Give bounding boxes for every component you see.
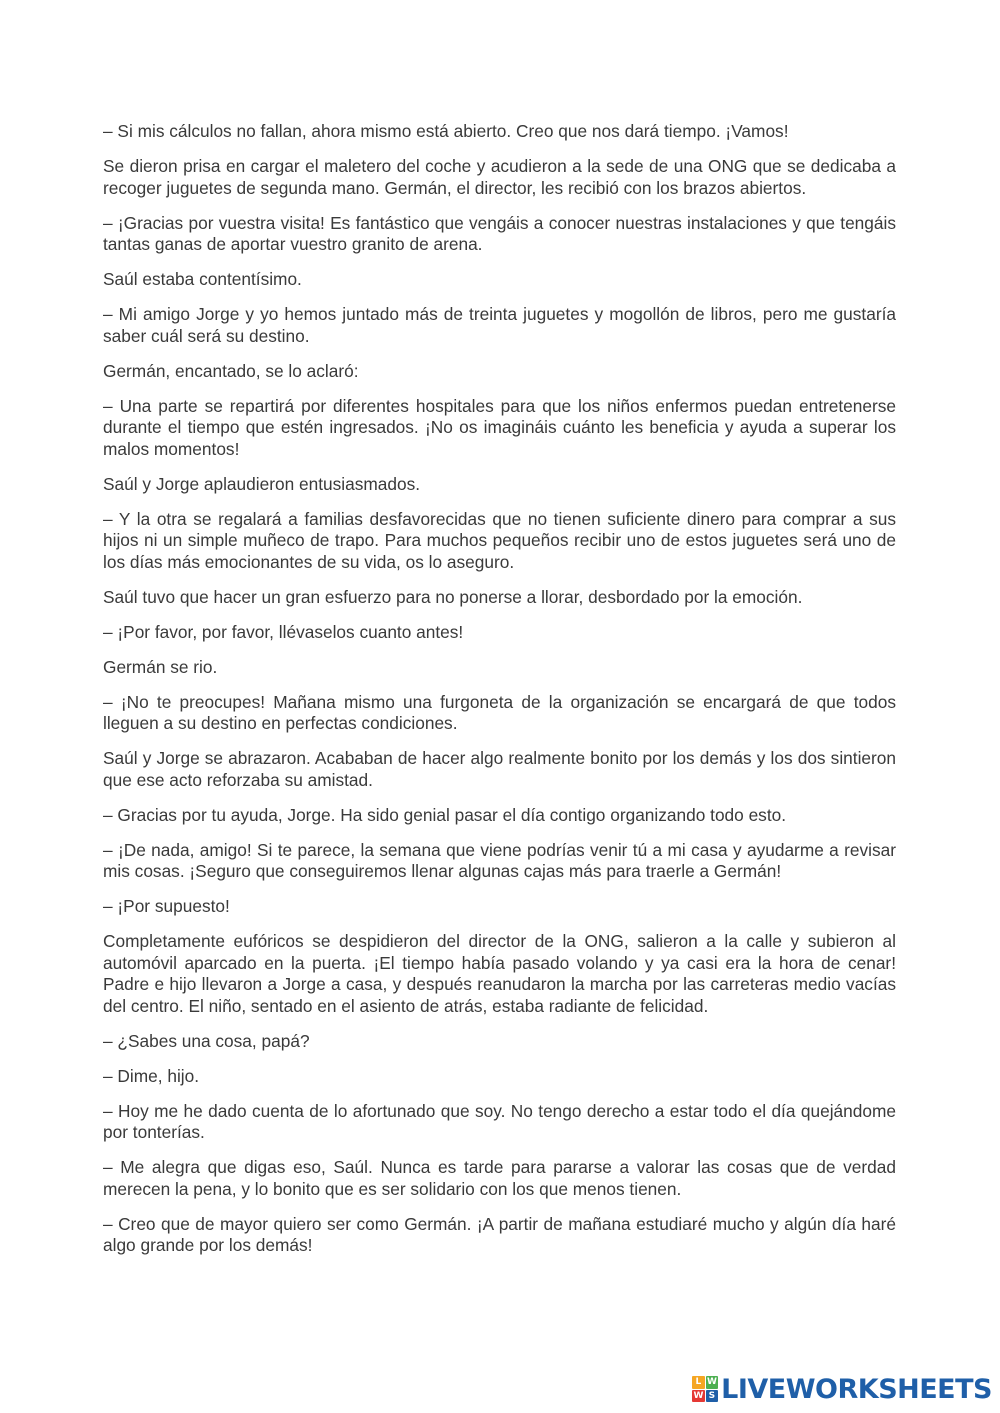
logo-mark-cell: W [693,1390,704,1401]
paragraph-13: – ¡No te preocupes! Mañana mismo una furgoneta de la organización se encargará de que todos lleguen a su destino en perfectas condiciones. [103,691,896,733]
paragraph-6: Germán, encantado, se lo aclaró: [103,360,359,381]
paragraph-12: Germán se rio. [103,656,218,677]
paragraph-20: – Dime, hijo. [103,1065,200,1086]
logo-mark-cell: L [692,1376,705,1389]
paragraph-3: – ¡Gracias por vuestra visita! Es fantástico que vengáis a conocer nuestras instalaciones y que tengáis tantas ganas de aportar vuestro granito de arena. [103,212,896,254]
paragraph-10: Saúl tuvo que hacer un gran esfuerzo para no ponerse a llorar, desbordado por la emoción. [103,586,803,607]
logo-mark-cell: W [706,1377,717,1387]
document-page [103,121,896,1270]
logo-mark-cell: S [706,1390,719,1403]
paragraph-1: – Si mis cálculos no fallan, ahora mismo está abierto. Creo que nos dará tiempo. ¡Vamos! [103,121,789,141]
paragraph-19: – ¿Sabes una cosa, papá? [103,1030,310,1051]
paragraph-17: – ¡Por supuesto! [103,896,230,916]
logo-text: LIVEWORKSHEETS [721,1373,992,1405]
paragraph-21: – Hoy me he dado cuenta de lo afortunado que soy. No tengo derecho a estar todo el día quejándome por tonterías. [103,1100,896,1142]
paragraph-14: Saúl y Jorge se abrazaron. Acababan de hacer algo realmente bonito por los demás y los dos sintieron que ese acto reforzaba su amistad. [103,748,896,790]
paragraph-7: – Una parte se repartirá por diferentes hospitales para que los niños enfermos puedan entretenerse durante el tiempo que estén ingresados. ¡No os imagináis cuánto les beneficia y ayuda a superar los malos momentos! [103,395,896,459]
paragraph-9: – Y la otra se regalará a familias desfavorecidas que no tienen suficiente dinero para comprar a sus hijos ni un simple muñeco de trapo. Para muchos pequeños recibir uno de estos juguetes será uno de los días más emocionantes de su vida, os lo aseguro. [103,508,896,572]
paragraph-18: Completamente eufóricos se despidieron del director de la ONG, salieron a la calle y subieron al automóvil aparcado en la puerta. ¡El tiempo había pasado volando y ya casi era la hora de cenar! Padre e hijo llevaron a Jorge a casa, y después reanudaron la marcha por las carreteras medio vacías del centro. El niño, sentado en el asiento de atrás, estaba radiante de felicidad. [103,931,896,1016]
paragraph-2: Se dieron prisa en cargar el maletero del coche y acudieron a la sede de una ONG que se dedicaba a recoger juguetes de segunda mano. Germán, el director, les recibió con los brazos abiertos. [103,156,896,198]
paragraph-23: – Creo que de mayor quiero ser como Germán. ¡A partir de mañana estudiaré mucho y algún día haré algo grande por los demás! [103,1213,896,1255]
paragraph-4: Saúl estaba contentísimo. [103,269,302,289]
paragraph-11: – ¡Por favor, por favor, llévaselos cuanto antes! [103,621,464,642]
logo-mark-icon [692,1376,718,1402]
paragraph-5: – Mi amigo Jorge y yo hemos juntado más de treinta juguetes y mogollón de libros, pero me gustaría saber cuál será su destino. [103,304,896,346]
liveworksheets-logo[interactable] [692,1369,992,1409]
paragraph-8: Saúl y Jorge aplaudieron entusiasmados. [103,473,421,494]
paragraph-15: – Gracias por tu ayuda, Jorge. Ha sido genial pasar el día contigo organizando todo esto. [103,804,787,825]
paragraph-16: – ¡De nada, amigo! Si te parece, la semana que viene podrías venir tú a mi casa y ayudarme a revisar mis cosas. ¡Seguro que conseguiremos llenar algunas cajas más para traerle a Germán! [103,839,896,881]
paragraph-22: – Me alegra que digas eso, Saúl. Nunca es tarde para pararse a valorar las cosas que de verdad merecen la pena, y lo bonito que es ser solidario con los que menos tienen. [103,1157,896,1199]
